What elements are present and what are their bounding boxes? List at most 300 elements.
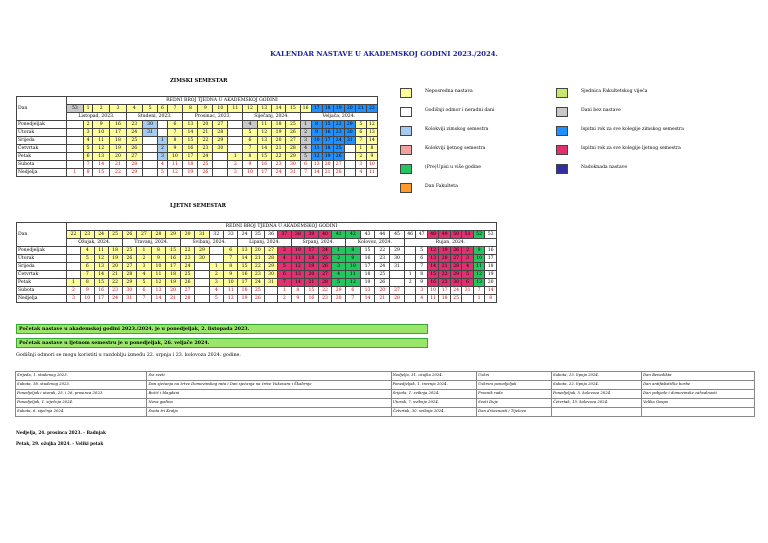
date-cell: 16: [110, 121, 127, 129]
date-cell: 12: [473, 271, 484, 279]
date-cell: 21: [322, 169, 333, 177]
week-number: 11: [228, 105, 243, 113]
date-cell: 3: [209, 279, 223, 287]
date-cell: 25: [198, 161, 213, 169]
holiday-cell: Dan Benedikta: [642, 372, 755, 381]
date-cell: 24: [180, 263, 194, 271]
date-cell: [344, 153, 355, 161]
date-cell: 13: [311, 161, 322, 169]
date-cell: 14: [485, 287, 497, 295]
week-number: 22: [67, 231, 81, 239]
date-cell: 23: [271, 161, 285, 169]
date-cell: 6: [224, 247, 238, 255]
date-cell: 22: [318, 287, 332, 295]
date-cell: [462, 295, 473, 303]
date-cell: 5: [332, 279, 346, 287]
date-cell: 13: [93, 153, 110, 161]
date-cell: 20: [305, 271, 319, 279]
week-number: 5: [142, 105, 158, 113]
day-name: Subota: [17, 287, 67, 295]
date-cell: 15: [360, 247, 375, 255]
date-cell: [67, 121, 84, 129]
date-cell: 11: [167, 161, 183, 169]
date-cell: 9: [93, 121, 110, 129]
date-cell: 4: [158, 161, 167, 169]
legend-label: Neposredna nastava: [425, 89, 473, 94]
date-cell: 20: [251, 247, 264, 255]
date-cell: 10: [311, 137, 322, 145]
date-cell: [209, 247, 223, 255]
day-name: Četvrtak: [17, 271, 67, 279]
date-cell: 27: [213, 121, 228, 129]
day-name: Petak: [17, 279, 67, 287]
date-cell: [195, 279, 209, 287]
date-cell: 7: [416, 263, 427, 271]
date-cell: 8: [224, 263, 238, 271]
date-cell: 25: [318, 255, 332, 263]
month-label: Siječanj, 2024.: [243, 113, 300, 121]
date-cell: 14: [93, 161, 110, 169]
date-cell: 20: [110, 153, 127, 161]
start-note-2: Početak nastave u ljetnom semestru je u ponedjeljak, 26. veljače 2024.: [16, 338, 428, 348]
date-cell: 17: [360, 263, 375, 271]
date-cell: 18: [485, 263, 497, 271]
holiday-cell: Dan sjećanja na žrtve Domovinskog rata i Dan sjećanja na žrtve Vukovara i Škabrnje: [147, 381, 391, 390]
date-cell: 3: [332, 263, 346, 271]
date-cell: 19: [183, 169, 198, 177]
holiday-cell: Nedjelja, 31. ožujka 2024.: [391, 372, 477, 381]
date-cell: 11: [291, 255, 305, 263]
date-cell: [195, 287, 209, 295]
date-cell: 4: [83, 137, 93, 145]
week-number-row: [17, 231, 497, 239]
date-cell: 16: [238, 271, 251, 279]
date-cell: 15: [322, 121, 333, 129]
date-cell: 25: [375, 271, 390, 279]
date-cell: 30: [264, 271, 277, 279]
date-cell: [213, 169, 228, 177]
week-number: 30: [180, 231, 194, 239]
legend-swatch: [400, 164, 412, 174]
date-cell: 16: [427, 279, 438, 287]
date-cell: 6: [167, 121, 183, 129]
date-cell: 10: [243, 169, 257, 177]
date-cell: 8: [345, 247, 360, 255]
holiday-cell: Ponedjeljak i utorak, 25. i 26. prosinca 2023.: [16, 390, 147, 399]
date-cell: 3: [158, 153, 167, 161]
date-cell: 5: [300, 153, 311, 161]
date-cell: 17: [305, 247, 319, 255]
date-cell: 13: [366, 129, 377, 137]
date-cell: 14: [257, 145, 271, 153]
date-cell: 7: [355, 137, 366, 145]
holiday-cell: Srijeda, 1. studenog 2023.: [16, 372, 147, 381]
week-number-header: REDNI BROJ TJEDNA U AKADEMSKOJ GODINI: [67, 97, 378, 105]
week-number: 25: [108, 231, 122, 239]
day-row: [17, 295, 497, 303]
legend-swatch: [556, 88, 568, 98]
date-cell: [404, 295, 415, 303]
day-row: [17, 263, 497, 271]
date-cell: 9: [243, 161, 257, 169]
date-cell: 4: [137, 271, 152, 279]
date-cell: 13: [473, 279, 484, 287]
legend-label: Ispitni rok za sve kolegije ljetnog semestra: [581, 146, 681, 151]
date-cell: 10: [427, 287, 438, 295]
date-cell: 21: [166, 295, 181, 303]
date-cell: 27: [264, 247, 277, 255]
date-cell: 13: [238, 247, 251, 255]
date-cell: 2: [67, 287, 81, 295]
date-cell: 29: [213, 137, 228, 145]
day-column-header: Dan: [17, 97, 67, 121]
date-cell: 18: [322, 145, 333, 153]
date-cell: 18: [110, 137, 127, 145]
legend-swatch: [400, 107, 412, 117]
date-cell: 2: [228, 161, 243, 169]
week-number: 4: [126, 105, 142, 113]
date-cell: 28: [450, 263, 461, 271]
day-name: Petak: [17, 153, 67, 161]
date-cell: 29: [195, 247, 209, 255]
date-cell: 16: [305, 295, 319, 303]
week-number: 23: [80, 231, 94, 239]
start-note-1: Početak nastave u akademskoj godini 2023./2024. je u ponedjeljak, 2. listopada 2023.: [16, 324, 428, 334]
week-number: 53: [67, 105, 84, 113]
date-cell: 10: [366, 161, 377, 169]
week-number: 20: [344, 105, 355, 113]
date-cell: [142, 137, 158, 145]
date-cell: 1: [404, 271, 415, 279]
holiday-cell: Dan antifašističke borbe: [642, 381, 755, 390]
holiday-cell: Subota, 18. studenog 2023.: [16, 381, 147, 390]
date-cell: 30: [195, 255, 209, 263]
date-cell: 30: [213, 145, 228, 153]
month-row: [17, 113, 378, 121]
date-cell: 1: [158, 137, 167, 145]
holiday-cell: Dan pobjede i domovinske zahvalnosti: [642, 390, 755, 399]
month-label: Srpanj, 2024.: [291, 239, 345, 247]
legend-swatch: [400, 183, 412, 193]
week-number: 46: [404, 231, 415, 239]
date-cell: 12: [151, 279, 166, 287]
date-cell: 25: [126, 137, 142, 145]
holiday-cell: Dan državnosti / Tijelovo: [477, 408, 552, 417]
week-number: 19: [333, 105, 344, 113]
date-cell: [67, 161, 84, 169]
date-cell: 22: [333, 121, 344, 129]
date-cell: 29: [344, 121, 355, 129]
date-cell: 23: [180, 255, 194, 263]
date-cell: 19: [485, 271, 497, 279]
date-cell: 19: [322, 153, 333, 161]
date-cell: 12: [94, 255, 108, 263]
legend-label: Kolokviji ljetnog semestra: [425, 146, 486, 151]
date-cell: 2: [404, 279, 415, 287]
date-cell: 8: [416, 271, 427, 279]
date-cell: 31: [122, 295, 137, 303]
date-cell: 30: [450, 279, 461, 287]
date-cell: 12: [257, 129, 271, 137]
date-cell: 14: [427, 263, 438, 271]
footer-line-2: Petak, 29. ožujka 2024. - Veliki petak: [16, 441, 104, 446]
date-cell: 5: [83, 145, 93, 153]
date-cell: 17: [485, 255, 497, 263]
date-cell: 10: [167, 153, 183, 161]
date-cell: 26: [251, 295, 264, 303]
date-cell: 22: [439, 271, 450, 279]
date-cell: 14: [360, 295, 375, 303]
date-cell: [264, 295, 277, 303]
date-cell: 30: [332, 295, 346, 303]
holiday-cell: Srijeda, 1. svibnja 2024.: [391, 390, 477, 399]
holiday-row: [16, 399, 755, 408]
holiday-cell: Svi sveti: [147, 372, 391, 381]
date-cell: 21: [439, 263, 450, 271]
week-number: 40: [318, 231, 332, 239]
legend-swatch: [556, 107, 568, 117]
date-cell: 22: [110, 169, 127, 177]
date-cell: 20: [322, 161, 333, 169]
week-number: 7: [167, 105, 183, 113]
date-cell: 25: [251, 287, 264, 295]
date-cell: 3: [300, 137, 311, 145]
date-cell: 1: [209, 263, 223, 271]
date-cell: 7: [137, 295, 152, 303]
date-cell: 29: [390, 247, 405, 255]
week-number: 34: [238, 231, 251, 239]
holiday-cell: Ponedjeljak, 1. travnja 2024.: [391, 381, 477, 390]
date-cell: [195, 271, 209, 279]
holidays-table: [15, 371, 755, 417]
week-number: 33: [224, 231, 238, 239]
week-number: 17: [311, 105, 322, 113]
date-cell: 15: [183, 137, 198, 145]
date-cell: 10: [80, 295, 94, 303]
date-cell: [142, 153, 158, 161]
header-row: [17, 97, 378, 105]
date-cell: 4: [332, 271, 346, 279]
date-cell: 4: [355, 169, 366, 177]
date-cell: 8: [80, 279, 94, 287]
day-row: [17, 129, 378, 137]
date-cell: 23: [375, 255, 390, 263]
date-cell: 9: [151, 255, 166, 263]
date-cell: 5: [243, 129, 257, 137]
date-cell: 24: [333, 137, 344, 145]
date-cell: 11: [224, 287, 238, 295]
date-cell: 23: [333, 129, 344, 137]
date-cell: [390, 271, 405, 279]
date-cell: [228, 129, 243, 137]
date-cell: 31: [286, 169, 300, 177]
date-cell: 2: [462, 247, 473, 255]
date-cell: 24: [450, 287, 461, 295]
date-cell: 18: [183, 161, 198, 169]
date-cell: [195, 295, 209, 303]
day-name: Srijeda: [17, 137, 67, 145]
date-cell: [228, 145, 243, 153]
date-cell: 25: [333, 145, 344, 153]
week-number: 1: [83, 105, 93, 113]
date-cell: 1: [300, 121, 311, 129]
date-cell: 26: [122, 255, 137, 263]
week-number: 36: [264, 231, 277, 239]
date-cell: [404, 263, 415, 271]
week-number: 52: [473, 231, 484, 239]
date-cell: [213, 161, 228, 169]
date-cell: 13: [183, 121, 198, 129]
week-number: 2: [93, 105, 110, 113]
date-cell: 7: [80, 271, 94, 279]
date-cell: 1: [355, 145, 366, 153]
date-cell: 26: [318, 263, 332, 271]
week-number: 32: [209, 231, 223, 239]
day-name: Nedjelja: [17, 169, 67, 177]
week-number: 14: [271, 105, 285, 113]
date-cell: 11: [345, 271, 360, 279]
date-cell: 17: [183, 153, 198, 161]
holiday-cell: Utorak, 7. svibnja 2024.: [391, 399, 477, 408]
date-cell: 11: [93, 137, 110, 145]
date-cell: 12: [311, 153, 322, 161]
date-cell: 18: [238, 287, 251, 295]
date-cell: 22: [180, 247, 194, 255]
date-cell: 4: [209, 287, 223, 295]
date-cell: 8: [243, 153, 257, 161]
week-number: 47: [416, 231, 427, 239]
date-cell: 15: [93, 169, 110, 177]
legend-label: Dan Fakulteta: [425, 184, 458, 189]
date-cell: 2: [158, 145, 167, 153]
date-cell: 16: [322, 129, 333, 137]
month-label: Veljača, 2024.: [300, 113, 377, 121]
week-number: 28: [151, 231, 166, 239]
date-cell: 17: [110, 129, 127, 137]
holiday-cell: Subota, 22. lipnja 2024.: [551, 381, 641, 390]
date-cell: 20: [485, 279, 497, 287]
date-cell: 14: [291, 279, 305, 287]
date-cell: 27: [126, 153, 142, 161]
date-cell: 15: [257, 153, 271, 161]
date-cell: [195, 263, 209, 271]
date-cell: 4: [416, 295, 427, 303]
holiday-cell: Subota, 6. siječnja 2024.: [16, 408, 147, 417]
date-cell: 8: [485, 295, 497, 303]
date-cell: 1: [332, 247, 346, 255]
date-cell: [67, 271, 81, 279]
date-cell: 16: [485, 247, 497, 255]
date-cell: 2: [137, 255, 152, 263]
date-cell: 28: [286, 145, 300, 153]
date-cell: 30: [390, 255, 405, 263]
legend-swatch: [400, 88, 412, 98]
legend-swatch: [400, 145, 412, 155]
date-cell: 28: [122, 271, 137, 279]
legend-label: Kolokviji zimskog semestra: [425, 127, 489, 132]
date-cell: 2: [300, 129, 311, 137]
date-cell: 10: [224, 279, 238, 287]
date-cell: 5: [278, 263, 291, 271]
holiday-row: [16, 390, 755, 399]
date-cell: 29: [286, 153, 300, 161]
date-cell: [404, 247, 415, 255]
week-number-row: [17, 105, 378, 113]
date-cell: 29: [264, 263, 277, 271]
date-cell: 7: [345, 295, 360, 303]
date-cell: 29: [122, 279, 137, 287]
date-cell: 5: [462, 271, 473, 279]
date-cell: 11: [473, 263, 484, 271]
date-cell: 7: [243, 145, 257, 153]
date-cell: [404, 255, 415, 263]
date-cell: 14: [311, 169, 322, 177]
date-cell: 28: [333, 169, 344, 177]
holiday-row: [16, 408, 755, 417]
date-cell: 9: [366, 153, 377, 161]
date-cell: 5: [137, 279, 152, 287]
week-number: 53: [485, 231, 497, 239]
week-number: 6: [158, 105, 167, 113]
date-cell: 19: [108, 255, 122, 263]
date-cell: 13: [427, 255, 438, 263]
date-cell: 21: [271, 145, 285, 153]
date-cell: 11: [427, 295, 438, 303]
day-row: [17, 279, 497, 287]
week-number: 51: [462, 231, 473, 239]
week-number: 24: [94, 231, 108, 239]
date-cell: 19: [238, 295, 251, 303]
date-cell: 24: [318, 247, 332, 255]
date-cell: 12: [167, 169, 183, 177]
date-cell: 23: [198, 145, 213, 153]
date-cell: [67, 255, 81, 263]
week-number: 41: [332, 231, 346, 239]
date-cell: 3: [416, 287, 427, 295]
page-title: KALENDAR NASTAVE U AKADEMSKOJ GODINI 2023./2024.: [270, 50, 498, 58]
week-number: 9: [198, 105, 213, 113]
date-cell: 9: [416, 279, 427, 287]
day-name: Četvrtak: [17, 145, 67, 153]
holiday-cell: Sveti Duje: [477, 399, 552, 408]
date-cell: 19: [360, 279, 375, 287]
holiday-cell: Četvrtak, 30. svibnja 2024.: [391, 408, 477, 417]
week-number: 29: [166, 231, 181, 239]
date-cell: 4: [80, 247, 94, 255]
legend-swatch: [400, 126, 412, 136]
date-cell: 8: [366, 145, 377, 153]
date-cell: 17: [166, 263, 181, 271]
date-cell: 14: [238, 255, 251, 263]
date-cell: 11: [94, 247, 108, 255]
holiday-cell: Ponedjeljak, 5. kolovoza 2024.: [551, 390, 641, 399]
date-cell: 3: [355, 161, 366, 169]
date-cell: 3: [83, 129, 93, 137]
date-cell: 9: [80, 287, 94, 295]
date-cell: 2: [83, 121, 93, 129]
date-cell: 7: [167, 129, 183, 137]
date-cell: 10: [151, 263, 166, 271]
date-cell: 8: [83, 169, 93, 177]
week-number: 27: [137, 231, 152, 239]
date-cell: 28: [213, 129, 228, 137]
date-cell: 18: [108, 247, 122, 255]
month-label: Lipanj, 2024.: [238, 239, 291, 247]
date-cell: 3: [228, 169, 243, 177]
week-number: 13: [257, 105, 271, 113]
date-cell: 3: [278, 247, 291, 255]
date-cell: 19: [305, 263, 319, 271]
